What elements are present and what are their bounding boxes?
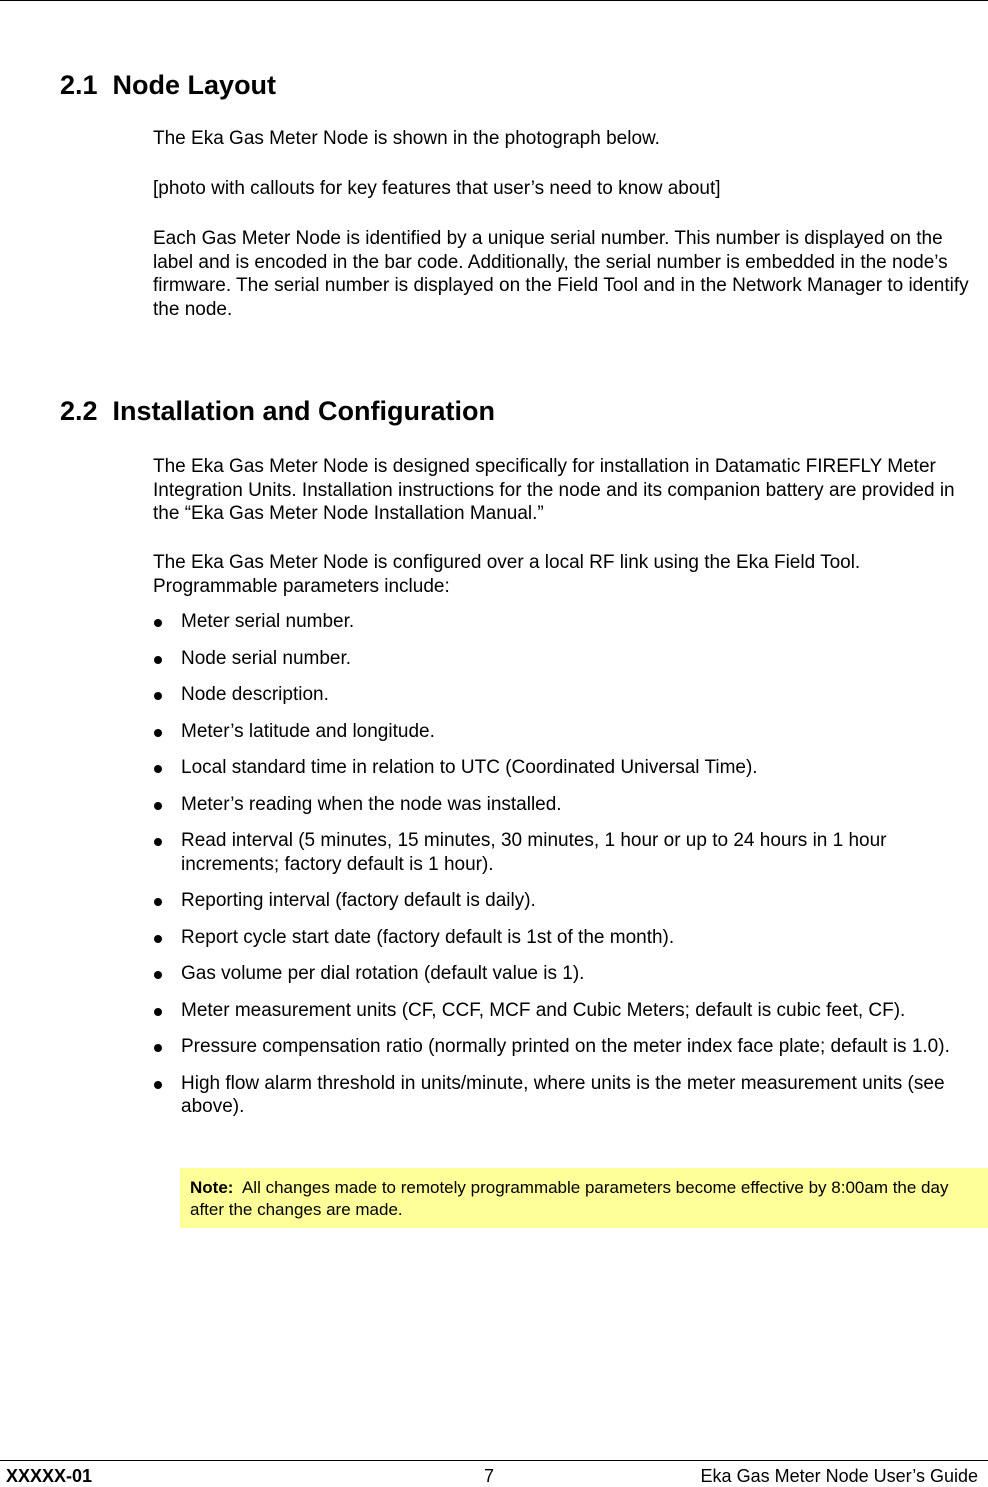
note-label: Note:: [190, 1178, 234, 1197]
note-box: [180, 1168, 988, 1228]
bullet-icon: [154, 619, 162, 627]
footer-doc-title: Eka Gas Meter Node User’s Guide: [700, 1466, 978, 1486]
list-item: Node serial number.: [153, 647, 983, 671]
list-item: Meter serial number.: [153, 610, 983, 634]
list-item: Node description.: [153, 683, 983, 707]
list-item: Report cycle start date (factory default is 1st of the month).: [153, 926, 983, 950]
bullet-icon: [154, 656, 162, 664]
bullet-icon: [154, 1081, 162, 1089]
footer-rule: [0, 1460, 988, 1461]
list-item: Read interval (5 minutes, 15 minutes, 30 minutes, 1 hour or up to 24 hours in 1 hour increments; factory default is 1 hour).: [153, 829, 983, 876]
footer-doc-id: XXXXX-01: [6, 1466, 93, 1486]
bullet-icon: [154, 692, 162, 700]
list-item: Local standard time in relation to UTC (Coordinated Universal Time).: [153, 756, 983, 780]
list-item: Meter’s latitude and longitude.: [153, 720, 983, 744]
list-item: Meter’s reading when the node was installed.: [153, 793, 983, 817]
list-item: Reporting interval (factory default is daily).: [153, 889, 983, 913]
paragraph: The Eka Gas Meter Node is shown in the photograph below.: [153, 128, 660, 149]
bullet-icon: [154, 838, 162, 846]
paragraph: The Eka Gas Meter Node is configured over a local RF link using the Eka Field Tool. Programmable parameters include:: [153, 552, 861, 597]
paragraph: [photo with callouts for key features that user’s need to know about]: [153, 178, 721, 199]
bullet-icon: [154, 802, 162, 810]
parameter-list: [153, 610, 983, 1132]
list-item: Meter measurement units (CF, CCF, MCF and Cubic Meters; default is cubic feet, CF).: [153, 999, 983, 1023]
bullet-icon: [154, 765, 162, 773]
bullet-icon: [154, 729, 162, 737]
note-text: All changes made to remotely programmable parameters become effective by 8:00am the day after the changes are made.: [190, 1178, 949, 1219]
bullet-icon: [154, 898, 162, 906]
list-item: Gas volume per dial rotation (default value is 1).: [153, 962, 983, 986]
list-item: High flow alarm threshold in units/minute, where units is the meter measurement units (see above).: [153, 1072, 983, 1119]
paragraph: The Eka Gas Meter Node is designed specifically for installation in Datamatic FIREFLY Meter Integration Units. Installation instructions for the node and its companion battery are provided in the “Eka Gas Meter Node Installation Manual.”: [153, 456, 955, 524]
bullet-icon: [154, 971, 162, 979]
bullet-icon: [154, 1008, 162, 1016]
paragraph: Each Gas Meter Node is identified by a unique serial number. This number is displayed on the label and is encoded in the bar code. Additionally, the serial number is embedded in the node’s firmware. The serial number is displayed on the Field Tool and in the Network Manager to identify the node.: [153, 228, 969, 320]
bullet-icon: [154, 935, 162, 943]
header-rule: [0, 0, 988, 1]
section-title-node-layout: 2.1 Node Layout: [60, 70, 277, 100]
footer-page-number: 7: [484, 1466, 495, 1486]
section-title-installation: 2.2 Installation and Configuration: [60, 396, 496, 426]
bullet-icon: [154, 1044, 162, 1052]
list-item: Pressure compensation ratio (normally printed on the meter index face plate; default is 1.0).: [153, 1035, 983, 1059]
